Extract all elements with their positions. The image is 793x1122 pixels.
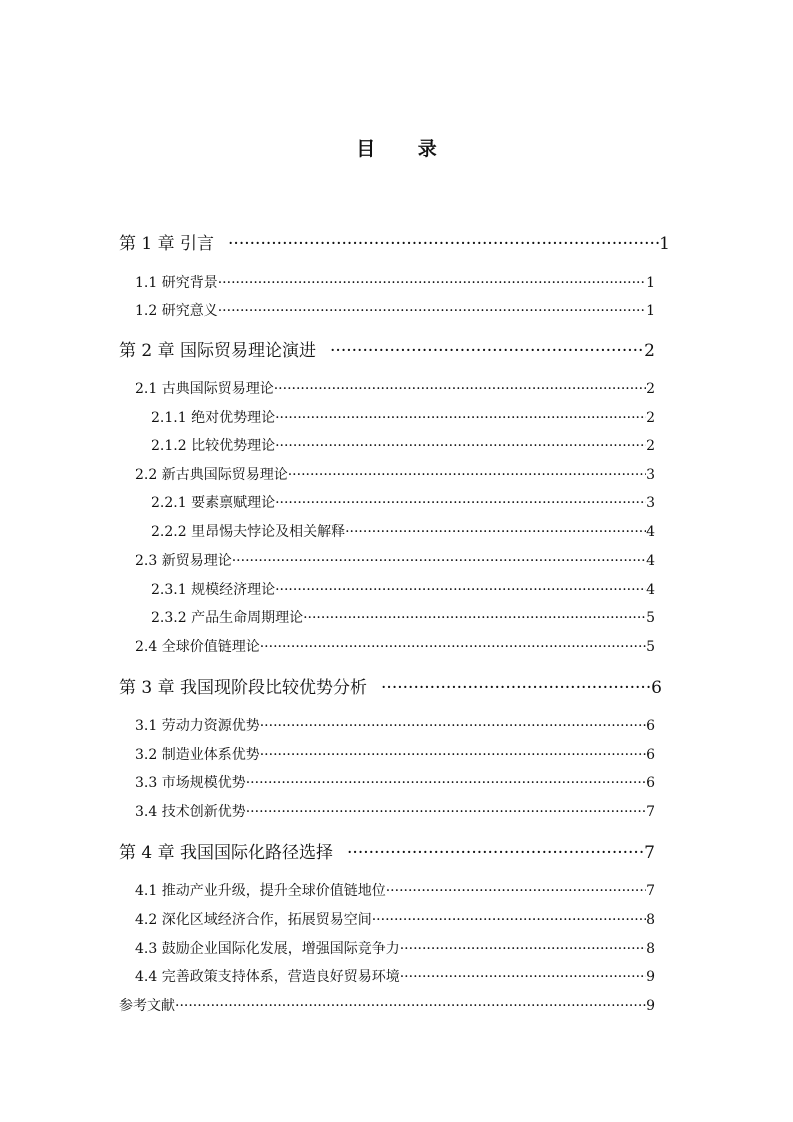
toc-entry-page: 1	[659, 234, 670, 254]
toc-entry-section[interactable]	[135, 881, 655, 901]
leader-dots	[246, 773, 646, 793]
toc-entry-section[interactable]	[135, 939, 655, 959]
toc-entry-page: 2	[646, 410, 655, 426]
toc-entry-page: 2	[646, 438, 655, 454]
toc-entry-section[interactable]	[135, 716, 655, 736]
leader-dots	[386, 881, 646, 901]
toc-entry-page: 5	[646, 639, 655, 655]
toc-entry-page: 6	[646, 775, 655, 791]
toc-entry-page: 1	[646, 275, 655, 291]
toc-entry-page: 2	[646, 381, 655, 397]
toc-entry-page: 5	[646, 610, 655, 626]
toc-entry-page: 4	[646, 582, 655, 598]
toc-entry-label: 2.1.2 比较优势理论	[151, 438, 276, 454]
toc-entry-label: 1.1 研究背景	[135, 275, 218, 291]
toc-entry-label: 2.3.1 规模经济理论	[151, 582, 276, 598]
toc-entry-section[interactable]	[135, 745, 655, 765]
toc-entry-label: 2.2.1 要素禀赋理论	[151, 495, 276, 511]
toc-entry-chapter-2[interactable]	[119, 339, 655, 363]
leader-dots	[260, 745, 646, 765]
leader-dots	[260, 637, 646, 657]
leader-dots	[228, 232, 659, 256]
toc-entry-subsection[interactable]	[151, 436, 655, 456]
toc-entry-label: 4.3 鼓励企业国际化发展，增强国际竞争力	[135, 941, 400, 957]
toc-entry-page: 3	[646, 467, 655, 483]
toc-entry-label: 4.1 推动产业升级，提升全球价值链地位	[135, 883, 386, 899]
toc-entry-page: 1	[646, 303, 655, 319]
toc-entry-references[interactable]	[119, 996, 655, 1016]
leader-dots	[260, 716, 646, 736]
leader-dots	[400, 967, 646, 987]
leader-dots	[400, 939, 646, 959]
leader-dots	[218, 273, 646, 293]
toc-entry-chapter-3[interactable]	[119, 676, 662, 700]
toc-entry-subsection[interactable]	[151, 408, 655, 428]
toc-entry-section[interactable]	[135, 273, 655, 293]
toc-entry-label: 3.3 市场规模优势	[135, 775, 246, 791]
toc-entry-label: 2.2.2 里昂惕夫悖论及相关解释	[151, 524, 346, 540]
toc-entry-page: 8	[646, 912, 655, 928]
toc-entry-label: 4.2 深化区域经济合作，拓展贸易空间	[135, 912, 372, 928]
toc-entry-section[interactable]	[135, 301, 655, 321]
toc-entry-section[interactable]	[135, 551, 655, 571]
toc-entry-page: 6	[651, 678, 662, 698]
leader-dots	[345, 522, 646, 542]
toc-entry-subsection[interactable]	[151, 608, 655, 628]
toc-entry-page: 7	[646, 804, 655, 820]
toc-entry-page: 9	[646, 998, 655, 1014]
toc-entry-subsection[interactable]	[151, 580, 655, 600]
toc-entry-page: 7	[644, 843, 655, 863]
toc-entry-label: 1.2 研究意义	[135, 303, 218, 319]
toc-entry-subsection[interactable]	[151, 493, 655, 513]
toc-entry-section[interactable]	[135, 910, 655, 930]
leader-dots	[275, 436, 646, 456]
toc-entry-label: 2.1.1 绝对优势理论	[151, 410, 276, 426]
toc-entry-label: 3.1 劳动力资源优势	[135, 718, 260, 734]
toc-entry-label: 2.3.2 产品生命周期理论	[151, 610, 304, 626]
toc-entry-page: 3	[646, 495, 655, 511]
toc-entry-section[interactable]	[135, 465, 655, 485]
toc-entry-label: 3.4 技术创新优势	[135, 804, 246, 820]
page-title: 目 录	[356, 138, 455, 160]
leader-dots	[275, 580, 646, 600]
leader-dots	[275, 408, 646, 428]
toc-entry-label: 第 1 章 引言	[119, 234, 215, 254]
toc-entry-section[interactable]	[135, 773, 655, 793]
leader-dots	[347, 841, 644, 865]
toc-entry-page: 4	[646, 553, 655, 569]
toc-entry-page: 9	[646, 969, 655, 985]
leader-dots	[218, 301, 646, 321]
toc-entry-chapter-1[interactable]	[119, 232, 670, 256]
toc-entry-subsection[interactable]	[151, 522, 655, 542]
leader-dots	[303, 608, 646, 628]
toc-entry-section[interactable]	[135, 967, 655, 987]
toc-entry-page: 6	[646, 718, 655, 734]
leader-dots	[275, 493, 646, 513]
leader-dots	[381, 676, 651, 700]
toc-entry-label: 第 2 章 国际贸易理论演进	[119, 341, 317, 361]
leader-dots	[372, 910, 646, 930]
leader-dots	[274, 379, 646, 399]
toc-entry-label: 2.3 新贸易理论	[135, 553, 232, 569]
toc-entry-page: 6	[646, 747, 655, 763]
toc-entry-label: 参考文献	[119, 998, 175, 1014]
toc-entry-label: 3.2 制造业体系优势	[135, 747, 260, 763]
leader-dots	[175, 996, 646, 1016]
leader-dots	[232, 551, 646, 571]
leader-dots	[246, 802, 646, 822]
toc-entry-label: 2.2 新古典国际贸易理论	[135, 467, 288, 483]
toc-entry-label: 第 3 章 我国现阶段比较优势分析	[119, 678, 368, 698]
toc-entry-section[interactable]	[135, 802, 655, 822]
toc-entry-page: 8	[646, 941, 655, 957]
toc-entry-page: 7	[646, 883, 655, 899]
toc-entry-section[interactable]	[135, 637, 655, 657]
toc-entry-label: 2.1 古典国际贸易理论	[135, 381, 274, 397]
toc-entry-label: 2.4 全球价值链理论	[135, 639, 260, 655]
toc-entry-page: 4	[646, 524, 655, 540]
leader-dots	[288, 465, 646, 485]
leader-dots	[330, 339, 644, 363]
toc-entry-label: 第 4 章 我国国际化路径选择	[119, 843, 334, 863]
toc-entry-page: 2	[644, 341, 655, 361]
toc-entry-section[interactable]	[135, 379, 655, 399]
toc-entry-label: 4.4 完善政策支持体系，营造良好贸易环境	[135, 969, 400, 985]
toc-entry-chapter-4[interactable]	[119, 841, 655, 865]
